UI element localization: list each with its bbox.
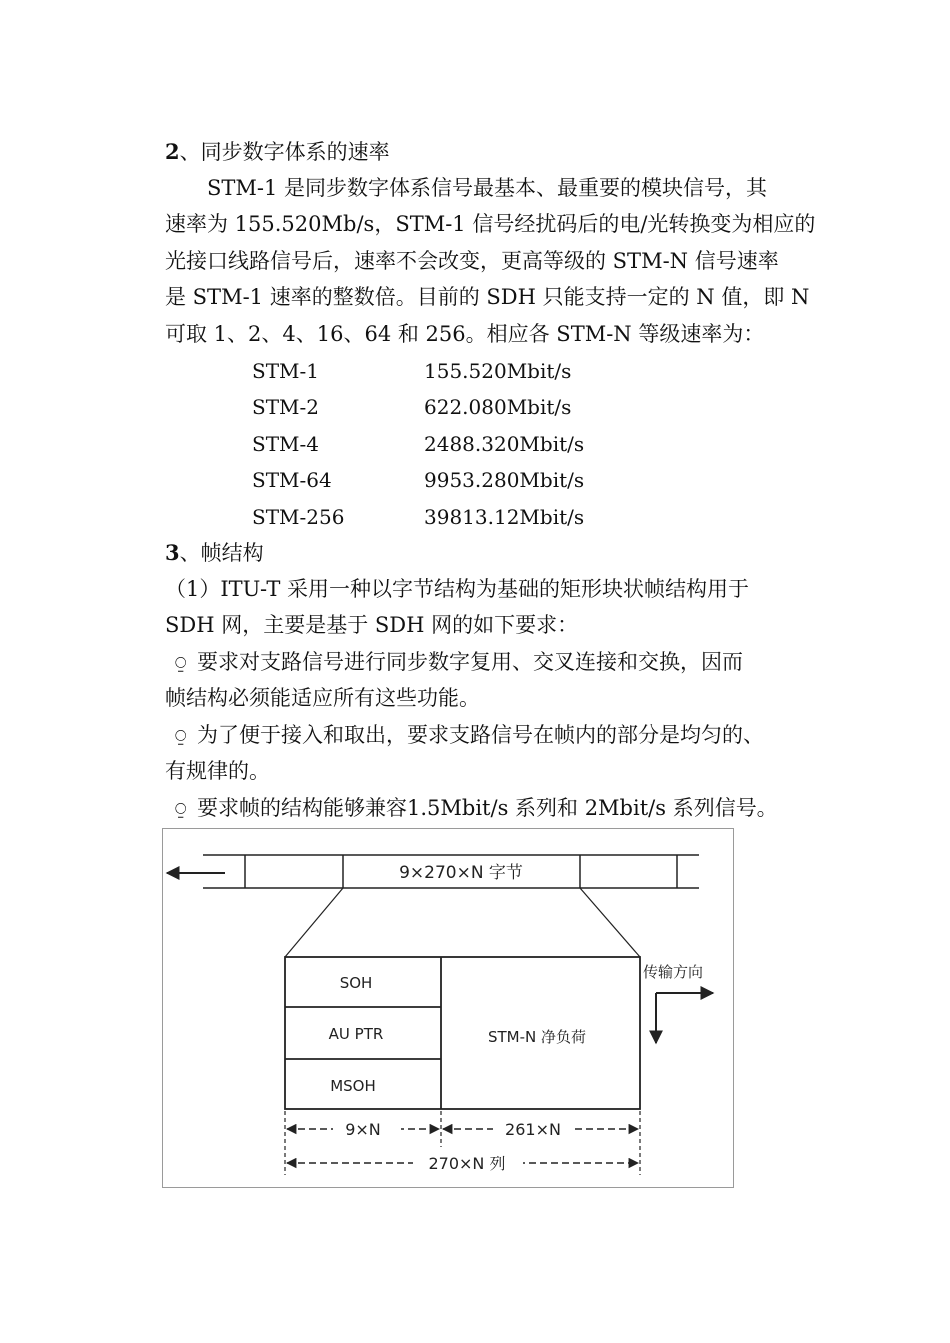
section-2-para-line: 可取 1、2、4、16、64 和 256。相应各 STM-N 等级速率为： [165, 322, 765, 346]
top-frame-label: 9×270×N 字节 [399, 863, 523, 883]
dim-right-label: 261×N [505, 1120, 561, 1139]
section-2-title: 、同步数字体系的速率 [179, 140, 390, 164]
bullet-icon: ⍜ [175, 798, 187, 820]
bullet-text-cont: 帧结构必须能适应所有这些功能。 [165, 686, 480, 710]
rate-name: STM-256 [252, 505, 345, 529]
section-3-heading [165, 540, 264, 566]
bullet-icon: ⍜ [175, 725, 187, 747]
bullet-text: 要求帧的结构能够兼容1.5Mbit/s 系列和 2Mbit/s 系列信号。 [197, 796, 778, 820]
rate-value: 622.080Mbit/s [424, 395, 572, 419]
bullet-item [175, 795, 778, 822]
section-3-title: 、帧结构 [179, 541, 264, 565]
section-2-heading [165, 139, 390, 165]
frame-structure-diagram [162, 828, 734, 1188]
soh-label: SOH [339, 974, 373, 992]
frame-structure-svg [163, 829, 735, 1189]
section-2-para-line: 速率为 155.520Mb/s，STM-1 信号经扰码后的电/光转换变为相应的 [165, 212, 816, 236]
bullet-text: 要求对支路信号进行同步数字复用、交叉连接和交换，因而 [197, 650, 743, 674]
payload-label: STM-N 净负荷 [487, 1028, 587, 1046]
dim-total-label: 270×N 列 [428, 1154, 506, 1173]
dim-left-label: 9×N [345, 1120, 381, 1139]
bullet-item [175, 722, 764, 749]
section-3-number: 3 [165, 540, 180, 565]
rate-name: STM-2 [252, 395, 320, 419]
rate-value: 9953.280Mbit/s [424, 468, 585, 492]
au-ptr-label: AU PTR [328, 1025, 384, 1043]
msoh-label: MSOH [330, 1077, 376, 1095]
section-2-para-line: 光接口线路信号后，速率不会改变，更高等级的 STM-N 信号速率 [165, 249, 779, 273]
direction-label: 传输方向 [642, 963, 704, 981]
bullet-icon: ⍜ [175, 652, 187, 674]
section-3-intro-line: （1）ITU-T 采用一种以字节结构为基础的矩形块状帧结构用于 [165, 577, 750, 601]
bullet-text: 为了便于接入和取出，要求支路信号在帧内的部分是均匀的、 [197, 723, 764, 747]
rate-name: STM-1 [252, 359, 320, 383]
section-3-intro-line: SDH 网，主要是基于 SDH 网的如下要求： [165, 613, 579, 637]
rate-value: 2488.320Mbit/s [424, 432, 585, 456]
section-2-para-line: 是 STM-1 速率的整数倍。目前的 SDH 只能支持一定的 N 值，即 N [165, 285, 810, 309]
rate-value: 155.520Mbit/s [424, 359, 572, 383]
rate-value: 39813.12Mbit/s [424, 505, 585, 529]
bullet-text-cont: 有规律的。 [165, 759, 270, 783]
section-2-number: 2 [165, 139, 180, 164]
section-2-para-line: STM-1 是同步数字体系信号最基本、最重要的模块信号，其 [207, 176, 768, 200]
bullet-item [175, 649, 743, 676]
rate-name: STM-4 [252, 432, 320, 456]
rate-name: STM-64 [252, 468, 332, 492]
